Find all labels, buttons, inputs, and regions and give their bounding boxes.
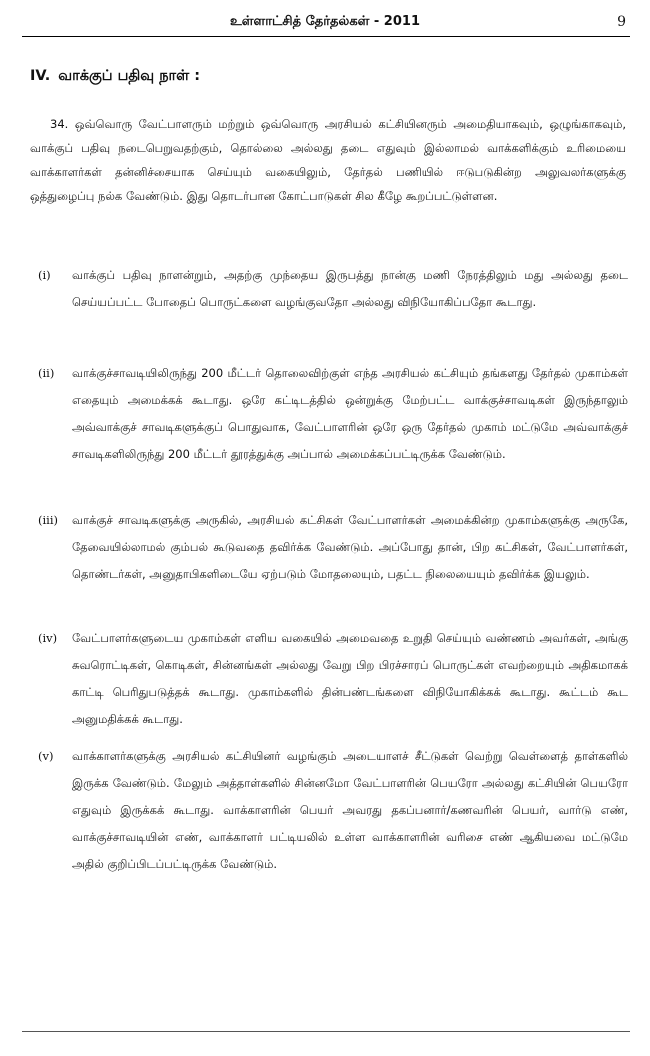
list-item — [30, 625, 628, 733]
page-number: 9 — [617, 14, 626, 30]
list-item — [30, 743, 628, 878]
list-item-marker: (i) — [38, 268, 51, 282]
list-item-text: வாக்குப் பதிவு நாளன்றும், அதற்கு முந்தைய இருபத்து நான்கு மணி நேரத்திலும் மது அல்லது தடை செய்யப்பட்ட போதைப் பொருட்களை வழங்குவதோ அல்லது விநியோகிப்பதோ கூடாது. — [72, 268, 628, 309]
paragraph-text: ஒவ்வொரு வேட்பாளரும் மற்றும் ஒவ்வொரு அரசியல் கட்சியினரும் அமைதியாகவும், ஒழுங்காகவும், வாக்குப் பதிவு நடைபெறுவதற்கும், தொல்லை அல்லது தடை எதுவும் இல்லாமல் வாக்களிக்கும் உரிமையை வாக்காளர்கள் தன்னிச்சையாக செய்யும் வகையிலும், தேர்தல் பணியில் ஈடுபடுகின்ற அலுவலர்களுக்கு ஒத்துழைப்பு நல்க வேண்டும். இது தொடர்பான கோட்பாடுகள் சில கீழே கூறப்பட்டுள்ளன. — [30, 117, 627, 203]
section-heading — [30, 68, 200, 86]
paragraph-number: 34. — [50, 117, 69, 131]
running-header-title: உள்ளாட்சித் தேர்தல்கள் - 2011 — [230, 14, 420, 29]
list-item-text: வேட்பாளர்களுடைய முகாம்கள் எளிய வகையில் அமைவதை உறுதி செய்யும் வண்ணம் அவர்கள், அங்கு சுவரொட்டிகள், கொடிகள், சின்னங்கள் அல்லது வேறு பிற பிரச்சாரப் பொருட்கள் எவற்றையும் அதிகமாகக் காட்டி பெரிதுபடுத்தக் கூடாது. முகாம்களில் தின்பண்டங்களை விநியோகிக்கக் கூடாது. கூட்டம் கூட அனுமதிக்கக் கூடாது. — [72, 631, 628, 726]
footer-divider — [22, 1031, 630, 1032]
list-item — [30, 507, 628, 588]
list-item-marker: (v) — [38, 749, 54, 763]
list-item-text: வாக்குச்சாவடியிலிருந்து 200 மீட்டர் தொலைவிற்குள் எந்த அரசியல் கட்சியும் தங்களது தேர்தல் முகாம்கள் எதையும் அமைக்கக் கூடாது. ஒரே கட்டிடத்தில் ஒன்றுக்கு மேற்பட்ட வாக்குச்சாவடிகள் இருந்தாலும் அவ்வாக்குச் சாவடிகளுக்குப் பொதுவாக, வேட்பாளரின் ஒரே ஒரு தேர்தல் முகாம் மட்டுமே அவ்வாக்குச் சாவடிகளிலிருந்து 200 மீட்டர் தூரத்துக்கு அப்பால் அமைக்கப்பட்டிருக்க வேண்டும். — [72, 366, 628, 461]
list-item-text: வாக்காளர்களுக்கு அரசியல் கட்சியினர் வழங்கும் அடையாளச் சீட்டுகள் வெற்று வெள்ளைத் தாள்களில் இருக்க வேண்டும். மேலும் அத்தாள்களில் சின்னமோ வேட்பாளரின் பெயரோ அல்லது கட்சியின் பெயரோ எதுவும் இருக்கக் கூடாது. வாக்காளரின் பெயர் அவரது தகப்பனார்/கணவரின் பெயர், வார்டு எண், வாக்குச்சாவடியின் எண், வாக்காளர் பட்டியலில் உள்ள வாக்காளரின் வரிசை எண் ஆகியவை மட்டுமே அதில் குறிப்பிடப்பட்டிருக்க வேண்டும். — [72, 749, 628, 871]
header-divider — [22, 36, 630, 37]
section-number: IV. — [30, 68, 51, 84]
page-header — [22, 12, 628, 36]
intro-paragraph — [30, 112, 626, 208]
list-item-marker: (ii) — [38, 366, 55, 380]
list-item-text: வாக்குச் சாவடிகளுக்கு அருகில், அரசியல் கட்சிகள் வேட்பாளர்கள் அமைக்கின்ற முகாம்களுக்கு அருகே, தேவையில்லாமல் கும்பல் கூடுவதை தவிர்க்க வேண்டும். அப்போது தான், பிற கட்சிகள், வேட்பாளர்கள், தொண்டர்கள், அனுதாபிகளிடையே ஏற்படும் மோதலையும், பதட்ட நிலையையும் தவிர்க்க இயலும். — [72, 513, 628, 581]
list-item-marker: (iv) — [38, 631, 58, 645]
list-item — [30, 262, 628, 316]
section-title: வாக்குப் பதிவு நாள் : — [58, 68, 201, 84]
list-item-marker: (iii) — [38, 513, 59, 527]
list-item — [30, 360, 628, 468]
